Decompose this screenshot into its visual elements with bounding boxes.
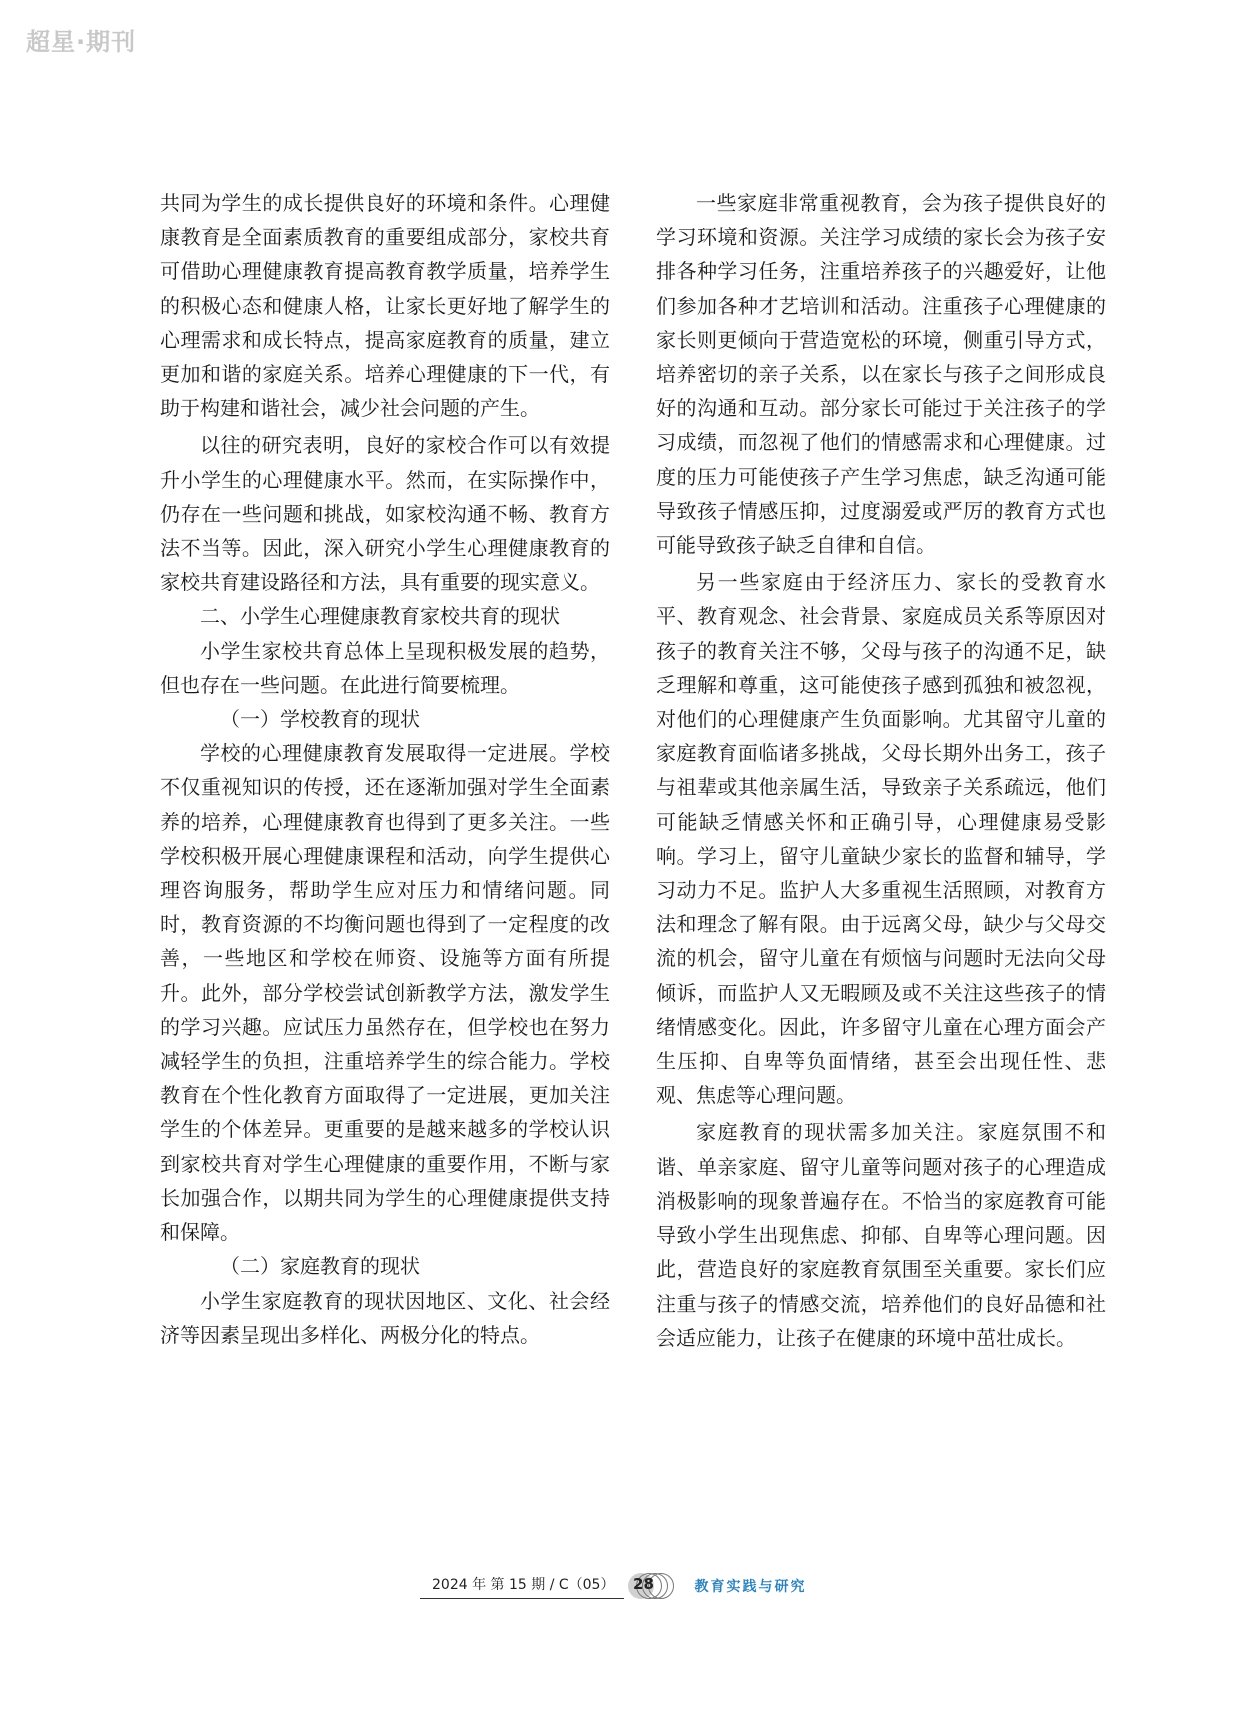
paragraph: 学校的心理健康教育发展取得一定进展。学校不仅重视知识的传授，还在逐渐加强对学生全面素养的培养，心理健康教育也得到了更多关注。一些学校积极开展心理健康课程和活动，向学生提供心理咨询服务，帮助学生应对压力和情绪问题。同时，教育资源的不均衡问题也得到了一定程度的改善，一些地区和学校在师资、设施等方面有所提升。此外，部分学校尝试创新教学方法，激发学生的学习兴趣。应试压力虽然存在，但学校也在努力减轻学生的负担，注重培养学生的综合能力。学校教育在个性化教育方面取得了一定进展，更加关注学生的个体差异。更重要的是越来越多的学校认识到家校共育对学生心理健康的重要作用，不断与家长加强合作，以期共同为学生的心理健康提供支持和保障。 [160, 741, 610, 1245]
paragraph: 小学生家庭教育的现状因地区、文化、社会经济等因素呈现出多样化、两极分化的特点。 [160, 1288, 610, 1347]
journal-name: 教育实践与研究 [694, 1579, 807, 1595]
paragraph: 小学生家校共育总体上呈现积极发展的趋势，但也存在一些问题。在此进行简要梳理。 [160, 638, 610, 697]
page-footer [420, 1568, 806, 1604]
right-column [656, 186, 1106, 1355]
paragraph: 另一些家庭由于经济压力、家长的受教育水平、教育观念、社会背景、家庭成员关系等原因对孩子的教育关注不够，父母与孩子的沟通不足，缺乏理解和尊重，这可能使孩子感到孤独和被忽视，对他们的心理健康产生负面影响。尤其留守儿童的家庭教育面临诸多挑战，父母长期外出务工，孩子与祖辈或其他亲属生活，导致亲子关系疏远，他们可能缺乏情感关怀和正确引导，心理健康易受影响。学习上，留守儿童缺少家长的监督和辅导，学习动力不足。监护人大多重视生活照顾，对教育方法和理念了解有限。由于远离父母，缺少与父母交流的机会，留守儿童在有烦恼与问题时无法向父母倾诉，而监护人又无暇顾及或不关注这些孩子的情绪情感变化。因此，许多留守儿童在心理方面会产生压抑、自卑等负面情绪，甚至会出现任性、悲观、焦虑等心理问题。 [656, 570, 1106, 1108]
left-column [160, 186, 610, 1352]
page-number: 28 [633, 1575, 654, 1593]
subsection-heading: （一）学校教育的现状 [220, 707, 420, 732]
paragraph: 家庭教育的现状需多加关注。家庭氛围不和谐、单亲家庭、留守儿童等问题对孩子的心理造成消极影响的现象普遍存在。不恰当的家庭教育可能导致小学生出现焦虑、抑郁、自卑等心理问题。因此，营造良好的家庭教育氛围至关重要。家长们应注重与孩子的情感交流，培养他们的良好品德和社会适应能力，让孩子在健康的环境中茁壮成长。 [656, 1120, 1106, 1350]
paragraph: 一些家庭非常重视教育，会为孩子提供良好的学习环境和资源。关注学习成绩的家长会为孩子安排各种学习任务，注重培养孩子的兴趣爱好，让他们参加各种才艺培训和活动。注重孩子心理健康的家长则更倾向于营造宽松的环境，侧重引导方式，培养密切的亲子关系，以在家长与孩子之间形成良好的沟通和互动。部分家长可能过于关注孩子的学习成绩，而忽视了他们的情感需求和心理健康。过度的压力可能使孩子产生学习焦虑，缺乏沟通可能导致孩子情感压抑，过度溺爱或严厉的教育方式也可能导致孩子缺乏自律和自信。 [656, 191, 1106, 558]
issue-label: 2024 年 第 15 期 / C（05） [420, 1574, 624, 1599]
paragraph: 共同为学生的成长提供良好的环境和条件。心理健康教育是全面素质教育的重要组成部分，家校共育可借助心理健康教育提高教育教学质量，培养学生的积极心态和健康人格，让家长更好地了解学生的心理需求和成长特点，提高家庭教育的质量，建立更加和谐的家庭关系。培养心理健康的下一代，有助于构建和谐社会，减少社会问题的产生。 [160, 191, 610, 421]
paragraph: 以往的研究表明，良好的家校合作可以有效提升小学生的心理健康水平。然而，在实际操作中，仍存在一些问题和挑战，如家校沟通不畅、教育方法不当等。因此，深入研究小学生心理健康教育的家校共育建设路径和方法，具有重要的现实意义。 [160, 433, 610, 595]
subsection-heading: （二）家庭教育的现状 [220, 1254, 420, 1279]
watermark-logo: 超星·期刊 [26, 28, 137, 56]
page-number-badge [628, 1571, 686, 1601]
section-heading: 二、小学生心理健康教育家校共育的现状 [200, 604, 560, 629]
